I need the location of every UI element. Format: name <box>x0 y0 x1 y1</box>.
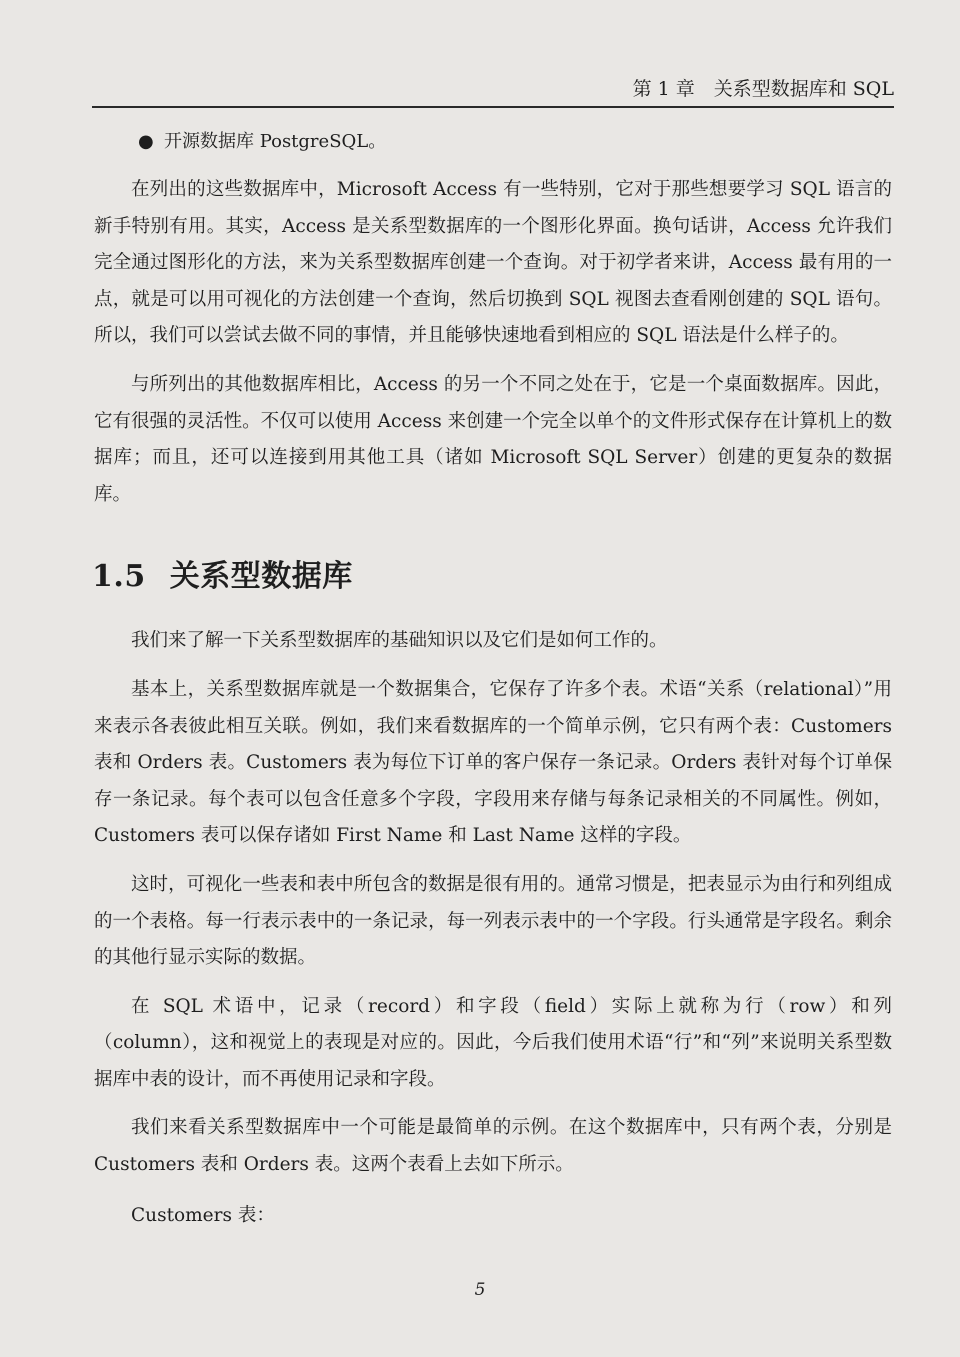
running-header <box>92 74 894 108</box>
paragraph: 基本上，关系型数据库就是一个数据集合，它保存了许多个表。术语“关系（relational）”用来表示各表彼此相互关联。例如，我们来看数据库的一个简单示例，它只有两个表：Customers 表和 Orders 表。Customers 表为每位下订单的客户保存一条记录。Orders 表针对每个订单保存一条记录。每个表可以包含任意多个字段，字段用来存储与每条记录相关的不同属性。例如，Customers 表可以保存诸如 First Name 和 Last Name 这样的字段。 <box>94 678 892 847</box>
page-content <box>94 124 892 1234</box>
paragraph: 我们来了解一下关系型数据库的基础知识以及它们是如何工作的。 <box>131 630 668 652</box>
paragraph: 与所列出的其他数据库相比，Access 的另一个不同之处在于，它是一个桌面数据库。因此，它有很强的灵活性。不仅可以使用 Access 来创建一个完全以单个的文件形式保存在计算机上的数据库；而且，还可以连接到用其他工具（诸如 Microsoft SQL Server）创建的更复杂的数据库。 <box>94 373 892 505</box>
section-title: 关系型数据库 <box>169 559 353 595</box>
bullet-item <box>94 124 892 160</box>
page-number: 5 <box>474 1280 486 1300</box>
paragraph: 在 SQL 术语中，记录（record）和字段（field）实际上就称为行（row）和列（column），这和视觉上的表现是对应的。因此，今后我们使用术语“行”和“列”来说明关系型数据库中表的设计，而不再使用记录和字段。 <box>94 995 892 1090</box>
section-number: 1.5 <box>92 559 146 595</box>
bullet-text: 开源数据库 PostgreSQL。 <box>164 131 387 152</box>
table-label: Customers 表： <box>131 1204 275 1226</box>
section-heading <box>92 551 892 595</box>
paragraph: 在列出的这些数据库中，Microsoft Access 有一些特别，它对于那些想要学习 SQL 语言的新手特别有用。其实，Access 是关系型数据库的一个图形化界面。换句话讲，Access 允许我们完全通过图形化的方法，来为关系型数据库创建一个查询。对于初学者来讲，Access 最有用的一点，就是可以用可视化的方法创建一个查询，然后切换到 SQL 视图去查看刚创建的 SQL 语句。所以，我们可以尝试去做不同的事情，并且能够快速地看到相应的 SQL 语法是什么样子的。 <box>94 179 892 347</box>
paragraph: 这时，可视化一些表和表中所包含的数据是很有用的。通常习惯是，把表显示为由行和列组成的一个表格。每一行表示表中的一条记录，每一列表示表中的一个字段。行头通常是字段名。剩余的其他行显示实际的数据。 <box>94 873 892 969</box>
paragraph: 我们来看关系型数据库中一个可能是最简单的示例。在这个数据库中，只有两个表，分别是 Customers 表和 Orders 表。这两个表看上去如下所示。 <box>94 1117 892 1176</box>
bullet-dot-icon: ● <box>138 131 154 152</box>
running-title: 第 1 章 关系型数据库和 SQL <box>632 78 894 100</box>
